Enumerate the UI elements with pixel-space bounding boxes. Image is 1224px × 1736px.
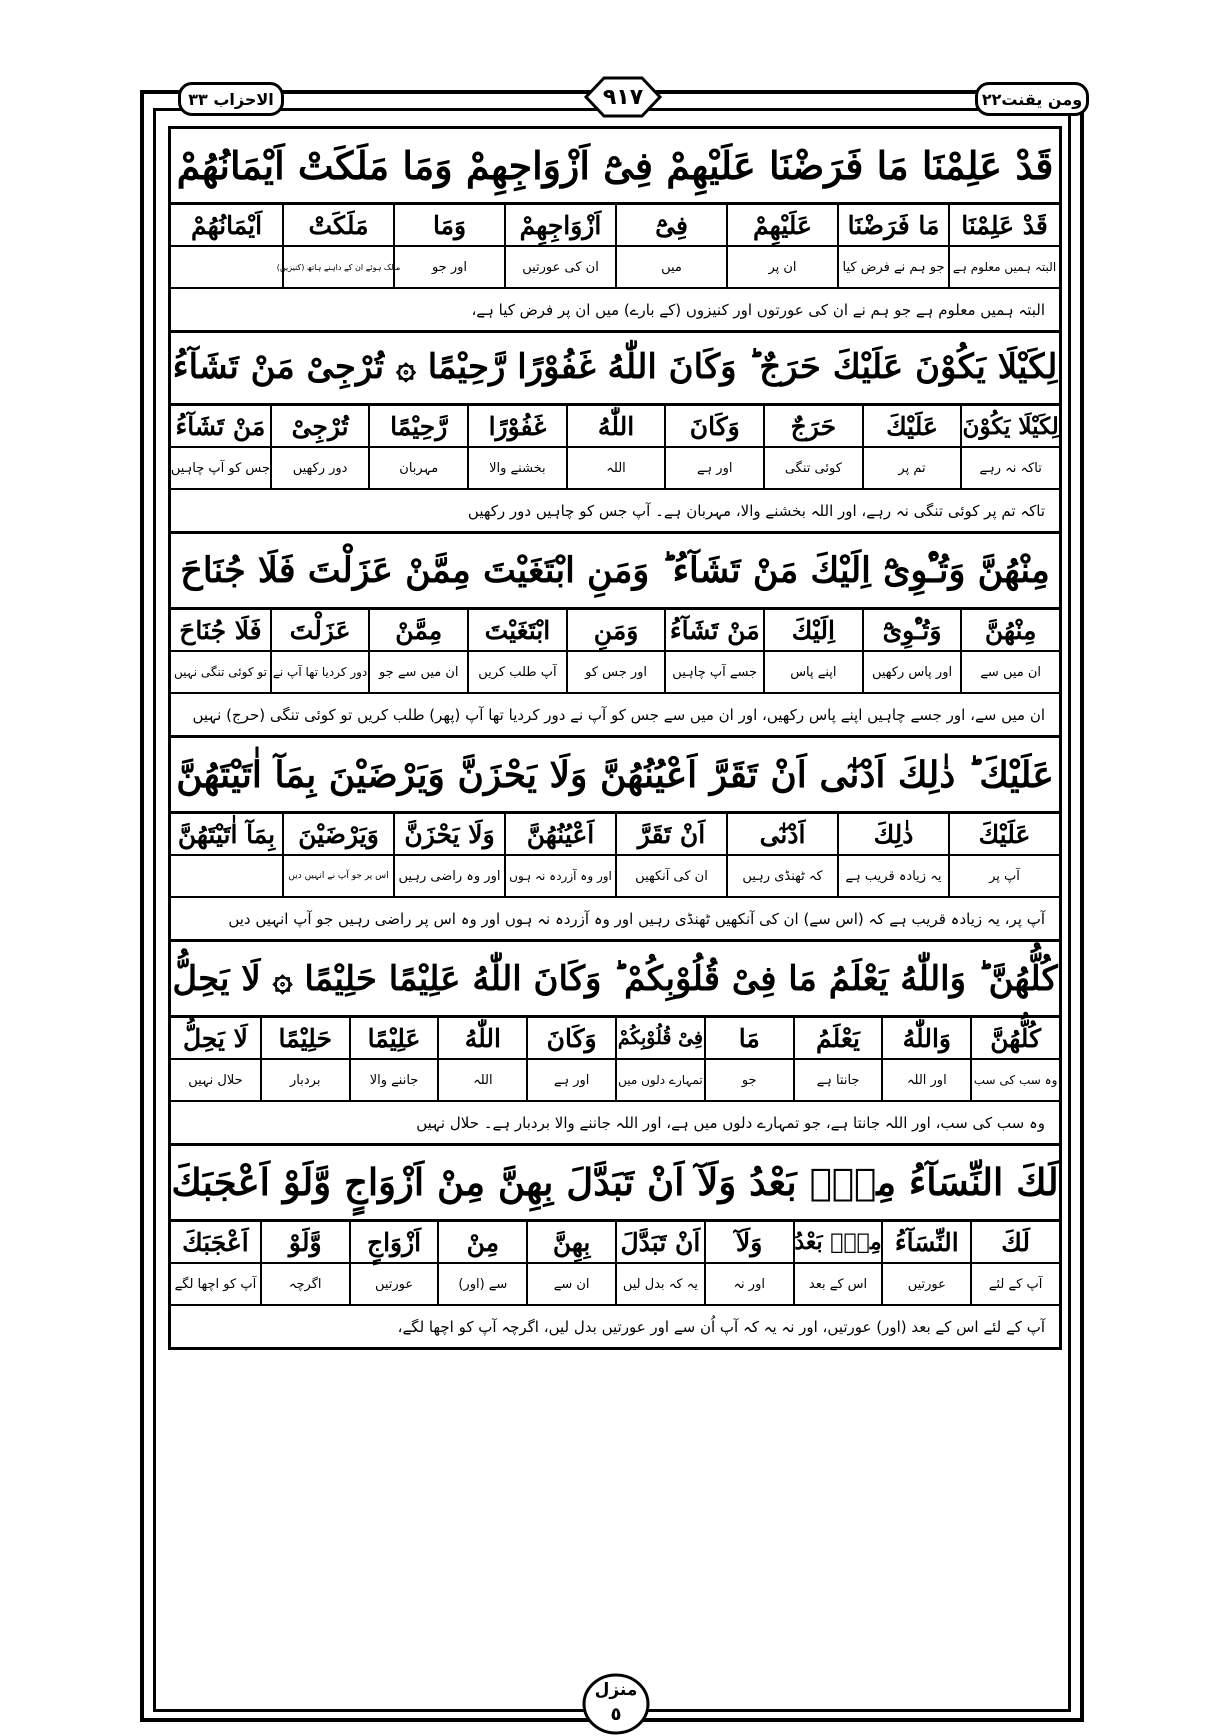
word-cell: عَلِیْمًا: [349, 1018, 438, 1058]
word-cell: عَلَیْكَ: [862, 406, 961, 446]
meaning-cell: اپنے پاس: [763, 652, 862, 692]
verse-section: [168, 330, 1062, 534]
meaning-cell: اور نہ: [704, 1264, 793, 1304]
word-cell: غَفُوْرًا: [467, 406, 566, 446]
word-cell: اَعْجَبَكَ: [182, 1227, 249, 1257]
meaning-cell: آپ کے لئے: [970, 1264, 1059, 1304]
meaning-cell: ان میں سے: [960, 652, 1059, 692]
meaning-cell: اور جس کو: [566, 652, 665, 692]
meaning-cell: مالک ہوئے ان کے داہنے ہاتھ (کنیزیں): [282, 247, 393, 287]
meaning-cell: جو: [704, 1060, 793, 1100]
surah-name-label: [178, 82, 284, 116]
meaning-cell: آپ طلب کریں: [467, 652, 566, 692]
word-cell: مِنْهُنَّ: [960, 610, 1059, 650]
word-cell: وَّلَوْ: [260, 1222, 349, 1262]
word-cell: مَنْ تَشَآءُ: [175, 411, 266, 441]
meaning-cell: اور ہے: [664, 448, 763, 488]
meaning-cell: مہربان: [368, 448, 467, 488]
meaning-row: [171, 247, 1059, 289]
meaning-cell: ان سے: [526, 1264, 615, 1304]
word-cell: مِنْ: [437, 1222, 526, 1262]
meaning-cell: اور پاس رکھیں: [862, 652, 961, 692]
meaning-cell: ان کی آنکھیں: [615, 856, 726, 896]
word-cell: وَكَانَ: [664, 406, 763, 446]
manzil-seal: [581, 1672, 651, 1736]
word-cell: لَا یَحِلُّ: [182, 1023, 248, 1053]
word-cell: وَاللّٰهُ: [881, 1018, 970, 1058]
meaning-cell: میں: [615, 247, 726, 287]
meaning-cell: عورتیں: [881, 1264, 970, 1304]
word-cell: حَلِیْمًا: [260, 1018, 349, 1058]
meaning-cell: [171, 247, 282, 287]
verse-section: [168, 1146, 1062, 1350]
meaning-cell: اور ہے: [526, 1060, 615, 1100]
ayah-text: كُلُّهُنَّ ؕ وَاللّٰهُ یَعْلَمُ مَا فِیْ قُلُوْبِكُمْ ؕ وَكَانَ اللّٰهُ عَلِیْمًا حَلِیْمًا ۞ لَا یَحِلُّ: [171, 942, 1059, 1018]
verse-section: [168, 738, 1062, 942]
meaning-cell: وہ سب کی سب: [970, 1060, 1059, 1100]
word-cell: اَدْنٰٓی: [726, 814, 837, 854]
meaning-cell: جس کو آپ چاہیں: [170, 460, 271, 476]
word-cell: حَرَجٌ: [763, 406, 862, 446]
meaning-cell: تو کوئی تنگی نہیں: [173, 665, 267, 679]
word-cell: عَلَیْهِمْ: [726, 205, 837, 245]
surah-name-text: الاحزاب ٣٣: [188, 89, 274, 109]
meaning-cell: عورتیں: [349, 1264, 438, 1304]
word-cell: وَلَا یَحْزَنَّ: [393, 814, 504, 854]
page-number-text: ٩١٧: [602, 84, 644, 110]
word-cell: بِهِنَّ: [526, 1222, 615, 1262]
meaning-cell: کوئی تنگی: [763, 448, 862, 488]
meaning-cell: ان میں سے جو: [368, 652, 467, 692]
word-cell: فِیْٓ: [615, 205, 726, 245]
manzil-number: ٥: [610, 1704, 622, 1725]
meaning-cell: اس پر جو آپ نے انہیں دیں: [282, 856, 393, 896]
meaning-cell: اور وہ آزردہ نہ ہوں: [504, 856, 615, 896]
meaning-cell: دور کردیا تھا آپ نے: [270, 652, 369, 692]
meaning-row: [171, 856, 1059, 898]
word-cell: كُلُّهُنَّ: [970, 1018, 1059, 1058]
word-cell: اَنْ تَقَرَّ: [615, 814, 726, 854]
word-cell: اَزْوَاجِهِمْ: [504, 205, 615, 245]
meaning-row: [171, 1060, 1059, 1102]
word-cell: اَزْوَاجٍ: [349, 1222, 438, 1262]
meaning-cell: جو ہم نے فرض کیا: [837, 247, 948, 287]
ayah-text: قَدْ عَلِمْنَا مَا فَرَضْنَا عَلَیْهِمْ فِیْٓ اَزْوَاجِهِمْ وَمَا مَلَكَتْ اَیْمَانُهُمْ: [171, 129, 1059, 205]
word-cell: اَعْیُنُهُنَّ: [504, 814, 615, 854]
ayah-text: لِكَیْلَا یَكُوْنَ عَلَیْكَ حَرَجٌ ؕ وَكَانَ اللّٰهُ غَفُوْرًا رَّحِیْمًا ۞ تُرْجِیْ مَنْ تَشَآءُ: [171, 330, 1059, 406]
meaning-cell: جانتا ہے: [793, 1060, 882, 1100]
meaning-cell: اللہ: [437, 1060, 526, 1100]
meaning-cell: یہ کہ بدل لیں: [615, 1264, 704, 1304]
word-cell: ذٰلِكَ: [837, 814, 948, 854]
translation-line: تاکہ تم پر کوئی تنگی نہ رہے، اور اللہ بخشنے والا، مہربان ہے۔ آپ جس کو چاہیں دور رکھیں: [171, 490, 1059, 534]
word-cell: عَزَلْتَ: [270, 610, 369, 650]
para-name-text: ومن یقنت٢٢: [981, 89, 1083, 109]
word-row: [171, 406, 1059, 448]
translation-line: وہ سب کی سب، اور اللہ جانتا ہے، جو تمہارے دلوں میں ہے، اور اللہ جاننے والا بردبار ہے۔ حلال نہیں: [171, 1102, 1059, 1146]
meaning-cell: اس کے بعد: [793, 1264, 882, 1304]
word-cell: وَكَانَ: [526, 1018, 615, 1058]
word-cell: وَمَنِ: [566, 610, 665, 650]
word-cell: وَمَا: [393, 205, 504, 245]
word-cell: اِلَیْكَ: [763, 610, 862, 650]
word-cell: لِكَیْلَا یَكُوْنَ: [960, 406, 1059, 446]
word-cell: تُرْجِیْ: [270, 406, 369, 446]
word-row: [171, 1222, 1059, 1264]
word-cell: مَا: [704, 1018, 793, 1058]
word-cell: وَتُـْٔوِیْٓ: [862, 610, 961, 650]
meaning-cell: بردبار: [260, 1060, 349, 1100]
word-cell: اَنْ تَبَدَّلَ: [615, 1222, 704, 1262]
meaning-cell: ان کی عورتیں: [504, 247, 615, 287]
meaning-cell: حلال نہیں: [188, 1072, 243, 1088]
meaning-cell: اور جو: [393, 247, 504, 287]
ayah-text: عَلَیْكَ ؕ ذٰلِكَ اَدْنٰٓی اَنْ تَقَرَّ اَعْیُنُهُنَّ وَلَا یَحْزَنَّ وَیَرْضَیْنَ بِمَآ اٰتَیْتَهُنَّ: [171, 738, 1059, 814]
word-cell: فِیْ قُلُوْبِكُمْ: [615, 1018, 704, 1058]
meaning-cell: البتہ ہمیں معلوم ہے: [948, 247, 1059, 287]
para-name-label: [975, 82, 1089, 116]
word-cell: فَلَا جُنَاحَ: [179, 615, 262, 645]
word-cell: مَا فَرَضْنَا: [837, 205, 948, 245]
word-cell: مِنْۢ بَعْدُ: [793, 1222, 882, 1262]
translation-line: آپ پر، یہ زیادہ قریب ہے کہ (اس سے) ان کی آنکھیں ٹھنڈی رہیں اور وہ آزردہ نہ ہوں اور وہ اس پر راضی رہیں جو آپ انہیں دیں: [171, 898, 1059, 942]
manzil-label: منزل: [594, 1680, 638, 1700]
word-cell: اَیْمَانُهُمْ: [190, 210, 263, 240]
meaning-cell: کہ ٹھنڈی رہیں: [726, 856, 837, 896]
word-cell: مَلَكَتْ: [282, 205, 393, 245]
word-cell: ابْتَغَیْتَ: [467, 610, 566, 650]
word-cell: مَنْ تَشَآءُ: [664, 610, 763, 650]
meaning-cell: ان پر: [726, 247, 837, 287]
word-cell: وَیَرْضَیْنَ: [282, 814, 393, 854]
word-cell: النِّسَآءُ: [881, 1222, 970, 1262]
meaning-cell: آپ کو اچھا لگے: [174, 1276, 257, 1292]
ayah-text: لَكَ النِّسَآءُ مِنْۢ بَعْدُ وَلَآ اَنْ تَبَدَّلَ بِهِنَّ مِنْ اَزْوَاجٍ وَّلَوْ اَعْجَبَكَ: [171, 1146, 1059, 1222]
verse-section: [168, 942, 1062, 1146]
translation-line: ان میں سے، اور جسے چاہیں اپنے پاس رکھیں، اور ان میں سے جس کو آپ نے دور کردیا تھا آپ (پھر) طلب کریں تو کوئی تنگی (حرج) نہیں: [171, 694, 1059, 738]
meaning-row: [171, 448, 1059, 490]
meaning-cell: اور وہ راضی رہیں: [393, 856, 504, 896]
word-cell: رَّحِیْمًا: [368, 406, 467, 446]
translation-line: آپ کے لئے اس کے بعد (اور) عورتیں، اور نہ یہ کہ آپ اُن سے اور عورتیں بدل لیں، اگرچہ آپ کو اچھا لگے،: [171, 1306, 1059, 1350]
verse-section: [168, 534, 1062, 738]
word-cell: مِمَّنْ: [368, 610, 467, 650]
meaning-cell: یہ زیادہ قریب ہے: [837, 856, 948, 896]
word-cell: یَعْلَمُ: [793, 1018, 882, 1058]
meaning-row: [171, 1264, 1059, 1306]
word-row: [171, 1018, 1059, 1060]
meaning-cell: دور رکھیں: [270, 448, 369, 488]
meaning-cell: بخشنے والا: [467, 448, 566, 488]
meaning-cell: جاننے والا: [349, 1060, 438, 1100]
word-cell: عَلَیْكَ: [948, 814, 1059, 854]
word-row: [171, 205, 1059, 247]
meaning-cell: اگرچہ: [260, 1264, 349, 1304]
meaning-cell: تاکہ نہ رہے: [960, 448, 1059, 488]
meaning-cell: آپ پر: [948, 856, 1059, 896]
word-cell: بِمَآ اٰتَیْتَهُنَّ: [177, 819, 276, 849]
meaning-row: [171, 652, 1059, 694]
meaning-cell: تم پر: [862, 448, 961, 488]
meaning-cell: اور اللہ: [881, 1060, 970, 1100]
page-number-badge: [582, 72, 664, 122]
meaning-cell: سے (اور): [437, 1264, 526, 1304]
word-cell: وَلَآ: [704, 1222, 793, 1262]
meaning-cell: [171, 856, 282, 896]
word-cell: لَكَ: [970, 1222, 1059, 1262]
meaning-cell: جسے آپ چاہیں: [664, 652, 763, 692]
translation-line: البتہ ہمیں معلوم ہے جو ہم نے ان کی عورتوں اور کنیزوں (کے بارے) میں ان پر فرض کیا ہے،: [171, 289, 1059, 333]
word-cell: اللّٰهُ: [566, 406, 665, 446]
word-row: [171, 814, 1059, 856]
verse-section: [168, 126, 1062, 330]
word-cell: قَدْ عَلِمْنَا: [948, 205, 1059, 245]
meaning-cell: تمہارے دلوں میں: [615, 1060, 704, 1100]
ayah-text: مِنْهُنَّ وَتُـْٔوِیْٓ اِلَیْكَ مَنْ تَشَآءُ ؕ وَمَنِ ابْتَغَیْتَ مِمَّنْ عَزَلْتَ فَلَا جُنَاحَ: [171, 534, 1059, 610]
word-row: [171, 610, 1059, 652]
word-cell: اللّٰهُ: [437, 1018, 526, 1058]
meaning-cell: اللہ: [566, 448, 665, 488]
